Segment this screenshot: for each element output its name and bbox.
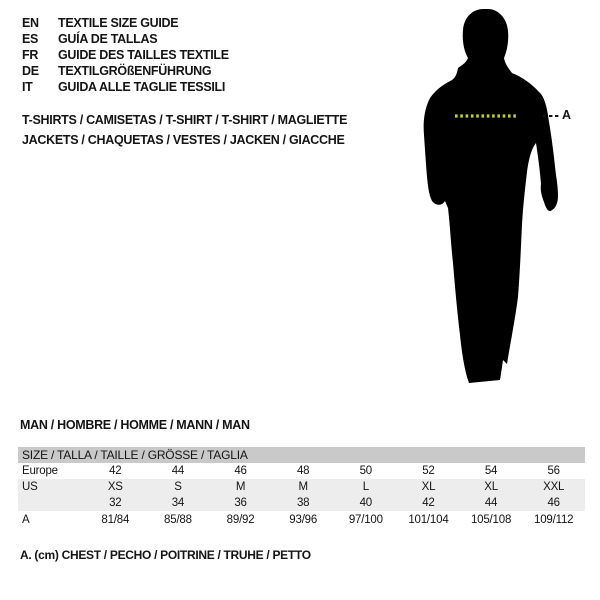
table-cell: XL xyxy=(421,481,436,493)
table-cell: 48 xyxy=(296,465,310,477)
table-cell: 42 xyxy=(422,497,435,509)
language-row-fr xyxy=(22,47,229,63)
row-label: A xyxy=(22,514,30,526)
table-cell: 109/112 xyxy=(534,514,574,526)
table-cell: 38 xyxy=(296,497,310,509)
table-cell: 50 xyxy=(359,465,373,477)
language-row-de xyxy=(22,63,229,79)
measurement-footnote: A. (cm) CHEST / PECHO / POITRINE / TRUHE / PETTO xyxy=(20,548,311,562)
table-cell: L xyxy=(362,481,369,493)
table-cell: 46 xyxy=(547,497,560,509)
table-cell: M xyxy=(235,481,246,493)
language-row-it xyxy=(22,79,229,95)
table-cell: XXL xyxy=(543,481,565,493)
category-jackets: JACKETS / CHAQUETAS / VESTES / JACKEN / GIACCHE xyxy=(22,133,345,147)
table-cell: 54 xyxy=(484,465,498,477)
table-cell: 46 xyxy=(234,465,247,477)
table-cell: S xyxy=(174,481,182,493)
table-row-chest-a xyxy=(18,511,585,529)
category-tshirts: T-SHIRTS / CAMISETAS / T-SHIRT / T-SHIRT / MAGLIETTE xyxy=(22,113,348,127)
row-label xyxy=(18,495,84,511)
language-code: FR xyxy=(22,48,39,62)
language-code: IT xyxy=(22,80,33,94)
table-row-us xyxy=(18,479,585,495)
table-cell: 93/96 xyxy=(289,514,318,526)
language-title: TEXTILE SIZE GUIDE xyxy=(58,16,179,30)
row-label: US xyxy=(22,481,38,493)
table-cell: 101/104 xyxy=(408,514,449,526)
table-row-europe xyxy=(18,463,585,479)
man-silhouette-shape xyxy=(424,9,558,383)
language-title: GUIDA ALLE TAGLIE TESSILI xyxy=(58,80,226,94)
size-table xyxy=(18,447,585,529)
table-cell: 56 xyxy=(547,465,560,477)
language-title: GUÍA DE TALLAS xyxy=(58,32,158,46)
table-cell: XS xyxy=(107,481,123,493)
language-title: GUIDE DES TAILLES TEXTILE xyxy=(58,48,229,62)
man-silhouette-figure xyxy=(415,5,590,390)
language-row-en xyxy=(22,15,229,31)
language-row-es xyxy=(22,31,229,47)
table-cell: 89/92 xyxy=(226,514,255,526)
measure-label-a: A xyxy=(562,108,572,122)
language-title: TEXTILGRÖßENFÜHRUNG xyxy=(58,64,212,78)
table-cell: 97/100 xyxy=(348,514,383,526)
size-table-header: SIZE / TALLA / TAILLE / GRÖSSE / TAGLIA xyxy=(18,447,585,463)
category-lines xyxy=(22,110,347,150)
table-cell: 105/108 xyxy=(470,514,512,526)
table-cell: XL xyxy=(484,481,498,493)
table-row-numeric xyxy=(18,495,585,511)
table-cell: 40 xyxy=(359,497,373,509)
man-silhouette-svg xyxy=(415,5,575,390)
table-cell: 44 xyxy=(484,497,498,509)
table-cell: 34 xyxy=(171,497,185,509)
table-cell: 44 xyxy=(171,465,185,477)
table-cell: 85/88 xyxy=(164,514,192,526)
section-title-man: MAN / HOMBRE / HOMME / MANN / MAN xyxy=(20,418,250,432)
table-cell: 32 xyxy=(109,497,122,509)
table-cell: 81/84 xyxy=(101,514,130,526)
table-cell: M xyxy=(298,481,308,493)
language-code: ES xyxy=(22,32,39,46)
language-code: EN xyxy=(22,16,39,30)
table-cell: 36 xyxy=(234,497,247,509)
table-cell: 52 xyxy=(422,465,435,477)
table-cell: 42 xyxy=(109,465,122,477)
language-code: DE xyxy=(22,64,39,78)
row-label: Europe xyxy=(22,465,58,477)
language-list xyxy=(22,15,229,95)
